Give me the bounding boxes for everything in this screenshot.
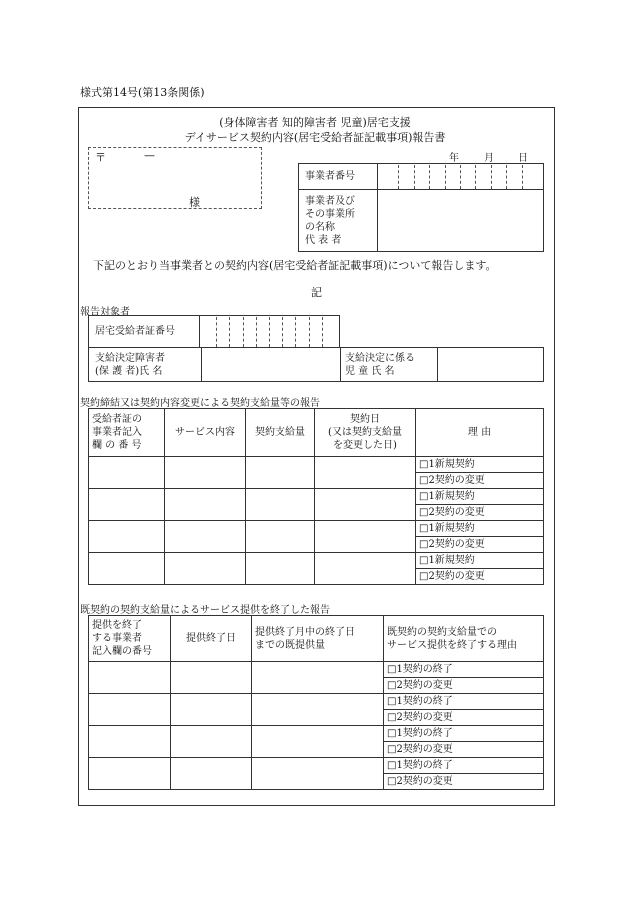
provider-name-line: その事業所 xyxy=(305,208,355,220)
s1-option-change[interactable]: □2契約の変更 xyxy=(416,569,544,585)
child-name-label-line: 児 童 氏 名 xyxy=(345,365,395,377)
s1-cell[interactable] xyxy=(246,457,315,489)
provider-number-field[interactable] xyxy=(378,164,544,190)
s1-option-change[interactable]: □2契約の変更 xyxy=(416,473,544,489)
s1-header-col1-line: 事業者記入 xyxy=(92,427,142,438)
s2-cell[interactable] xyxy=(252,694,384,726)
s2-header-col2: 提供終了日 xyxy=(171,616,252,662)
date-day: 日 xyxy=(518,153,528,164)
child-name-label xyxy=(341,348,438,382)
form-title-line1: (身体障害者 知的障害者 児童)居宅支援 xyxy=(219,116,411,129)
s2-option-end[interactable]: □1契約の終了 xyxy=(384,726,544,742)
s1-header-col2: サービス内容 xyxy=(165,409,246,457)
s2-option-change[interactable]: □2契約の変更 xyxy=(384,742,544,758)
child-name-field[interactable] xyxy=(438,348,544,382)
section2-heading: 既契約の契約支給量によるサービス提供を終了した報告 xyxy=(80,605,330,616)
s1-header-col4-line: (又は契約支給量 xyxy=(328,427,402,438)
s1-header-col1-line: 受給者証の xyxy=(92,414,142,425)
honorific: 様 xyxy=(189,196,200,209)
s1-option-new-contract[interactable]: □1新規契約 xyxy=(416,521,544,537)
date-month: 月 xyxy=(484,153,494,164)
s2-cell[interactable] xyxy=(171,758,252,790)
s1-cell[interactable] xyxy=(315,457,416,489)
s1-cell[interactable] xyxy=(89,553,165,585)
s2-option-change[interactable]: □2契約の変更 xyxy=(384,678,544,694)
s2-header-col4 xyxy=(384,616,544,662)
s1-cell[interactable] xyxy=(246,521,315,553)
s1-header-col4-line: 契約日 xyxy=(350,414,380,425)
form-title-line2: デイサービス契約内容(居宅受給者証記載事項)報告書 xyxy=(184,131,446,144)
s2-option-change[interactable]: □2契約の変更 xyxy=(384,710,544,726)
s1-cell[interactable] xyxy=(165,553,246,585)
s2-row xyxy=(89,758,544,774)
s2-header-col3-line: 提供終了月中の終了日 xyxy=(255,626,355,638)
s1-row xyxy=(89,553,544,569)
s2-option-change[interactable]: □2契約の変更 xyxy=(384,774,544,790)
s1-header-col4 xyxy=(315,409,416,457)
s2-cell[interactable] xyxy=(89,662,171,694)
subject-name-table xyxy=(88,347,544,382)
s2-header-col4-line: 既契約の契約支給量での xyxy=(387,626,497,638)
s2-option-end[interactable]: □1契約の終了 xyxy=(384,758,544,774)
postal-dash: — xyxy=(144,149,155,162)
s2-header-col4-line: サービス提供を終了する理由 xyxy=(387,639,517,651)
postal-mark: 〒 xyxy=(95,151,106,164)
s1-row xyxy=(89,489,544,505)
s2-option-end[interactable]: □1契約の終了 xyxy=(384,662,544,678)
s2-header-col1-line: 記入欄の番号 xyxy=(92,646,152,657)
s1-cell[interactable] xyxy=(89,521,165,553)
s2-header-col3 xyxy=(252,616,384,662)
child-name-label-line: 支給決定に係る xyxy=(345,352,415,364)
s2-cell[interactable] xyxy=(252,726,384,758)
s1-option-new-contract[interactable]: □1新規契約 xyxy=(416,457,544,473)
s1-cell[interactable] xyxy=(315,553,416,585)
s2-cell[interactable] xyxy=(252,758,384,790)
s2-cell[interactable] xyxy=(171,694,252,726)
s1-cell[interactable] xyxy=(246,489,315,521)
s1-row xyxy=(89,457,544,473)
s2-row xyxy=(89,694,544,710)
s2-header-col1-line: する事業者 xyxy=(92,633,142,644)
subject-heading: 報告対象者 xyxy=(80,307,130,318)
ki-mark: 記 xyxy=(311,286,322,299)
s2-cell[interactable] xyxy=(89,726,171,758)
s1-cell[interactable] xyxy=(165,489,246,521)
s2-cell[interactable] xyxy=(171,726,252,758)
provider-name-field[interactable] xyxy=(378,190,544,252)
provider-name-label xyxy=(299,190,378,252)
disabled-person-label-line: 支給決定障害者 xyxy=(95,352,165,364)
s2-header-col1-line: 提供を終了 xyxy=(92,620,142,631)
s1-header-col1 xyxy=(89,409,165,457)
s1-option-change[interactable]: □2契約の変更 xyxy=(416,505,544,521)
section1-heading: 契約締結又は契約内容変更による契約支給量等の報告 xyxy=(80,398,320,409)
provider-table xyxy=(298,163,544,252)
date-year: 年 xyxy=(449,153,459,164)
provider-number-label: 事業者番号 xyxy=(299,164,378,190)
cert-number-label: 居宅受給者証番号 xyxy=(89,316,200,348)
section1-table xyxy=(88,408,544,585)
s1-header-col5: 理 由 xyxy=(416,409,544,457)
intro-text: 下記のとおり当事業者との契約内容(居宅受給者証記載事項)について報告します。 xyxy=(93,259,497,272)
s1-option-new-contract[interactable]: □1新規契約 xyxy=(416,553,544,569)
disabled-person-label-line: (保 護 者)氏 名 xyxy=(95,365,163,377)
s2-option-end[interactable]: □1契約の終了 xyxy=(384,694,544,710)
disabled-person-label xyxy=(89,348,202,382)
s1-cell[interactable] xyxy=(315,489,416,521)
provider-number-cells xyxy=(384,165,537,189)
s1-cell[interactable] xyxy=(165,521,246,553)
provider-name-line: 代 表 者 xyxy=(305,234,342,246)
subject-cert-table xyxy=(88,315,340,348)
s1-header-col3: 契約支給量 xyxy=(246,409,315,457)
form-number: 様式第14号(第13条関係) xyxy=(80,86,205,99)
s2-cell[interactable] xyxy=(89,758,171,790)
provider-name-line: 事業者及び xyxy=(305,195,355,207)
s2-row xyxy=(89,726,544,742)
cert-number-cells xyxy=(204,317,335,347)
s1-header-col4-line: を変更した日) xyxy=(333,440,397,451)
provider-name-line: の名称 xyxy=(305,221,335,233)
s1-cell[interactable] xyxy=(89,489,165,521)
section2-table xyxy=(88,615,544,790)
s1-option-new-contract[interactable]: □1新規契約 xyxy=(416,489,544,505)
s1-cell[interactable] xyxy=(315,521,416,553)
s2-header-col3-line: までの既提供量 xyxy=(255,639,325,651)
disabled-person-name-field[interactable] xyxy=(202,348,341,382)
cert-number-field[interactable] xyxy=(200,316,340,348)
address-box xyxy=(88,147,262,209)
s1-cell[interactable] xyxy=(246,553,315,585)
s1-cell[interactable] xyxy=(89,457,165,489)
s1-header-col1-line: 欄 の 番 号 xyxy=(92,440,142,451)
s2-cell[interactable] xyxy=(252,662,384,694)
s1-option-change[interactable]: □2契約の変更 xyxy=(416,537,544,553)
s2-header-col1 xyxy=(89,616,171,662)
s1-row xyxy=(89,521,544,537)
s1-cell[interactable] xyxy=(165,457,246,489)
s2-cell[interactable] xyxy=(171,662,252,694)
s2-row xyxy=(89,662,544,678)
s2-cell[interactable] xyxy=(89,694,171,726)
